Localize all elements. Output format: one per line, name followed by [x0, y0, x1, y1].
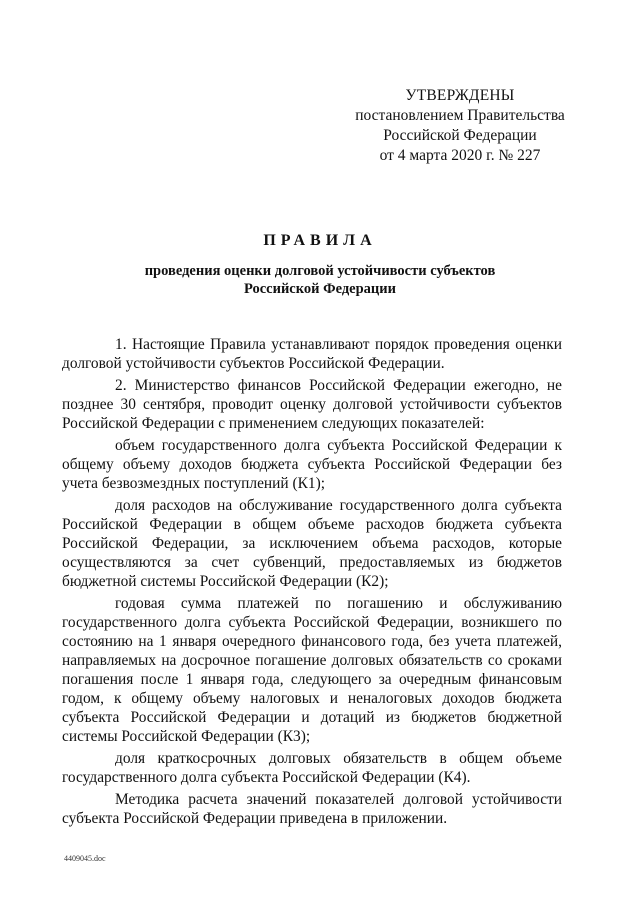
document-body [62, 335, 562, 831]
paragraph-2: 2. Министерство финансов Российской Федерации ежегодно, не позднее 30 сентября, проводит оценку долговой устойчивости субъектов Российской Федерации с применением следующих показателей: [62, 377, 562, 432]
paragraph-1: 1. Настоящие Правила устанавливают порядок проведения оценки долговой устойчивости субъектов Российской Федерации. [62, 336, 562, 372]
approval-decree-line: постановлением Правительства [355, 107, 565, 124]
title-block [60, 232, 580, 298]
approval-date-number: от 4 марта 2020 г. № 227 [379, 147, 541, 164]
approval-block [340, 86, 580, 166]
document-title: ПРАВИЛА [263, 232, 377, 249]
approval-heading: УТВЕРЖДЕНЫ [405, 87, 515, 104]
indicator-k1: объем государственного долга субъекта Российской Федерации к общему объему доходов бюджета субъекта Российской Федерации без учета безвозмездных поступлений (К1); [62, 437, 562, 492]
subtitle-line-2: Российской Федерации [243, 281, 396, 297]
approval-authority-line: Российской Федерации [383, 127, 537, 144]
file-reference: 4409045.doc [64, 854, 106, 863]
document-subtitle [60, 262, 580, 298]
indicator-k2: доля расходов на обслуживание государственного долга субъекта Российской Федерации в общем объеме расходов бюджета субъекта Российской Федерации, за исключением объема расходов, которые осуществляются за счет субвенций, предоставляемых из бюджетов бюджетной системы Российской Федерации (К2); [62, 497, 562, 590]
indicator-k4: доля краткосрочных долговых обязательств в общем объеме государственного долга субъекта Российской Федерации (К4). [62, 750, 562, 786]
subtitle-line-1: проведения оценки долговой устойчивости субъектов [144, 263, 496, 279]
methodology-paragraph: Методика расчета значений показателей долговой устойчивости субъекта Российской Федерации приведена в приложении. [62, 791, 562, 827]
indicator-k3: годовая сумма платежей по погашению и обслуживанию государственного долга субъекта Российской Федерации, возникшего по состоянию на 1 января очередного финансового года, без учета платежей, направляемых на досрочное погашение долговых обязательств со сроками погашения после 1 января года, следующего за очередным финансовым годом, к общему объему налоговых и неналоговых доходов бюджета субъекта Российской Федерации и дотаций из бюджетов бюджетной системы Российской Федерации (К3); [62, 595, 562, 745]
